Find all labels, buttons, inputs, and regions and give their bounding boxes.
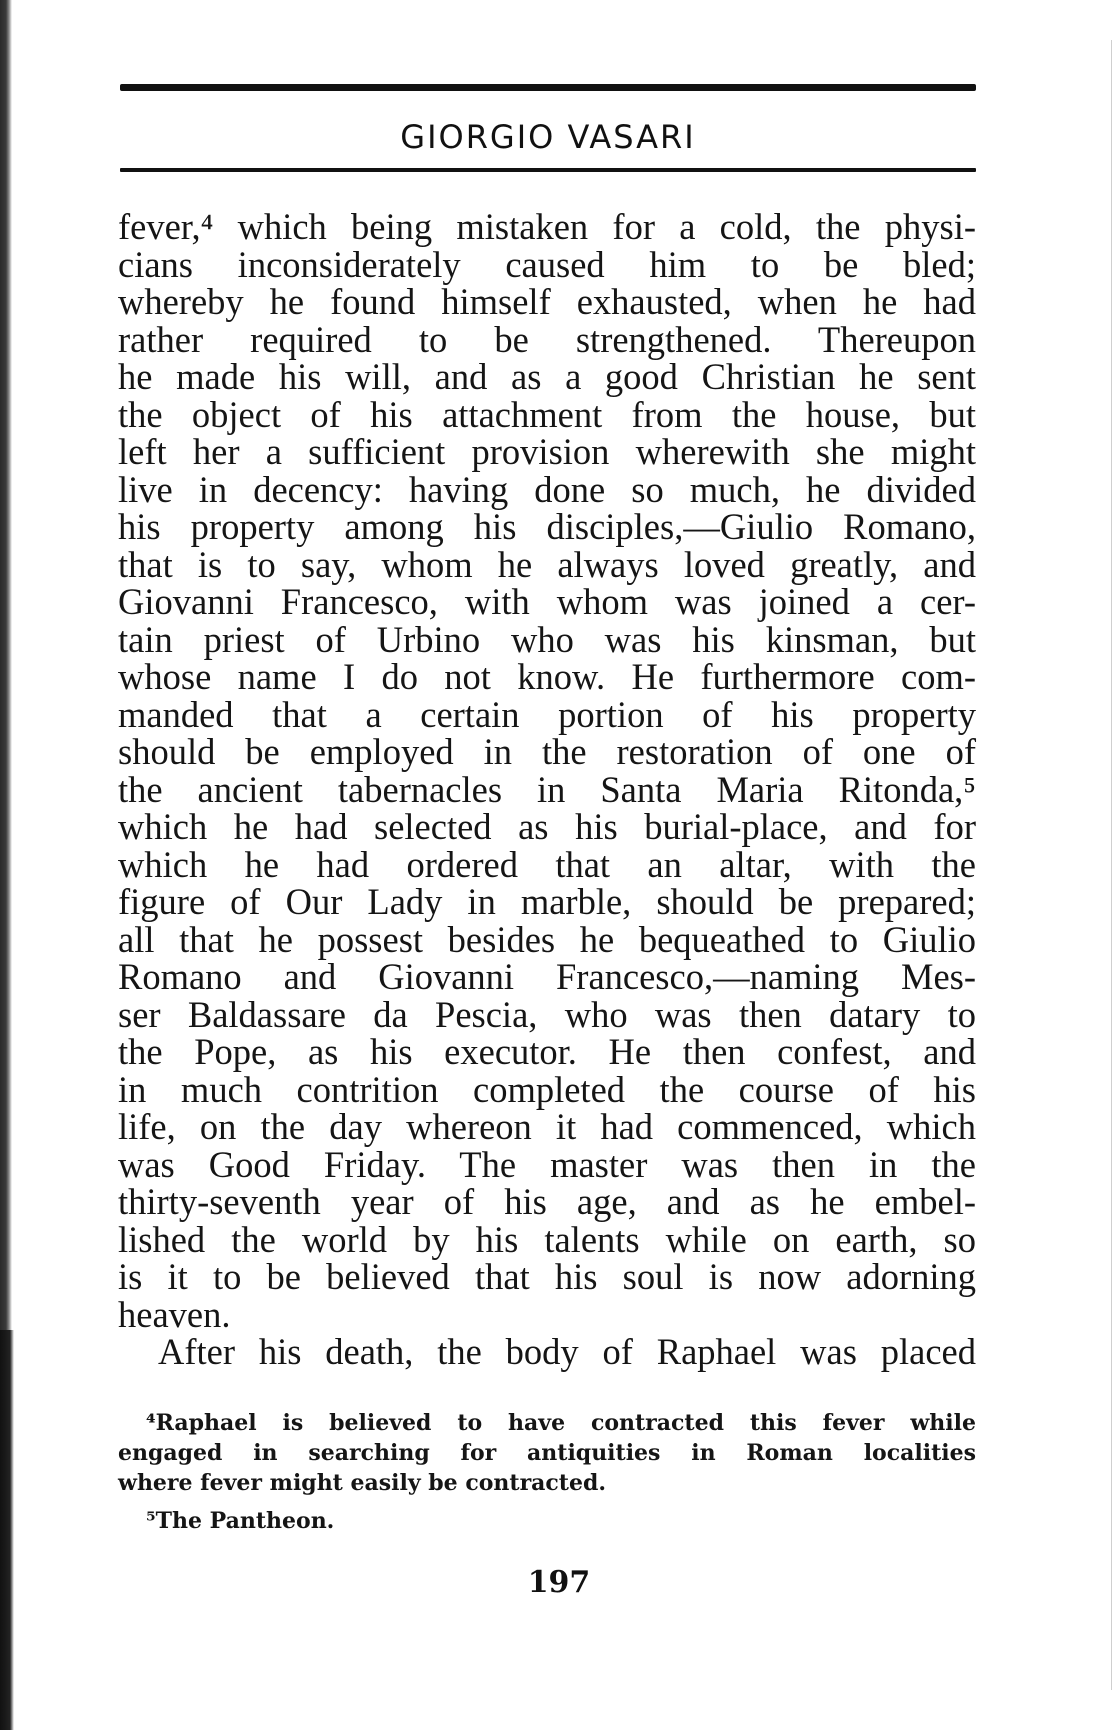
body-line: the ancient tabernacles in Santa Maria Ritonda,⁵ <box>118 768 976 810</box>
body-line: all that he possest besides he bequeathed to Giulio <box>118 918 976 960</box>
footnote-4-line: engaged in searching for antiquities in Roman localities <box>118 1440 976 1466</box>
header-rule-bottom <box>120 168 976 172</box>
body-line: whose name I do not know. He furthermore com- <box>118 656 976 697</box>
body-line: his property among his disciples,—Giulio Romano, <box>118 506 976 547</box>
body-line: ser Baldassare da Pescia, who was then datary to <box>118 993 976 1035</box>
body-line: the object of his attachment from the house, but <box>118 393 976 435</box>
body-line: the Pope, as his executor. He then confest, and <box>118 1031 976 1072</box>
body-line: Giovanni Francesco, with whom was joined a cer- <box>118 581 976 622</box>
body-line: is it to be believed that his soul is now adorning <box>118 1256 976 1297</box>
body-line: thirty-seventh year of his age, and as he embel- <box>118 1181 976 1222</box>
body-line: whereby he found himself exhausted, when he had <box>118 281 976 322</box>
body-text <box>118 208 976 1371</box>
body-line: tain priest of Urbino who was his kinsman, but <box>118 618 976 660</box>
body-line: was Good Friday. The master was then in the <box>118 1143 976 1185</box>
body-line: which he had ordered that an altar, with the <box>118 843 976 885</box>
body-line: figure of Our Lady in marble, should be prepared; <box>118 881 976 922</box>
footnote-5: ⁵The Pantheon. <box>146 1508 335 1534</box>
body-line-paragraph-start: After his death, the body of Raphael was placed <box>158 1331 976 1372</box>
header-rule-top <box>120 84 976 91</box>
footnote-4-line: ⁴Raphael is believed to have contracted this fever while <box>146 1410 976 1436</box>
body-line-paragraph-end: heaven. <box>118 1293 231 1335</box>
body-line: rather required to be strengthened. Thereupon <box>118 318 976 360</box>
body-line: life, on the day whereon it had commenced, which <box>118 1106 976 1147</box>
footnotes <box>118 1408 976 1536</box>
body-line: should be employed in the restoration of one of <box>118 731 976 772</box>
body-line: in much contrition completed the course of his <box>118 1068 976 1110</box>
body-line: cians inconsiderately caused him to be bled; <box>118 243 976 285</box>
page-number: 197 <box>527 1565 591 1600</box>
body-line: lished the world by his talents while on earth, so <box>118 1218 976 1260</box>
body-line: left her a sufficient provision wherewith she might <box>118 431 976 472</box>
scan-left-edge-shadow-lower <box>0 1330 14 1730</box>
body-line: Romano and Giovanni Francesco,—naming Mes- <box>118 956 976 997</box>
body-line: which he had selected as his burial-place, and for <box>118 806 976 847</box>
body-line: that is to say, whom he always loved greatly, and <box>118 543 976 585</box>
body-line: fever,⁴ which being mistaken for a cold, the physi- <box>118 206 976 247</box>
scan-right-edge <box>1111 40 1112 1690</box>
body-line: manded that a certain portion of his property <box>118 693 976 735</box>
footnote-4-line: where fever might easily be contracted. <box>118 1470 607 1496</box>
body-line: he made his will, and as a good Christian he sent <box>118 356 976 397</box>
running-head: GIORGIO VASARI <box>400 118 696 156</box>
body-line: live in decency: having done so much, he divided <box>118 468 976 510</box>
